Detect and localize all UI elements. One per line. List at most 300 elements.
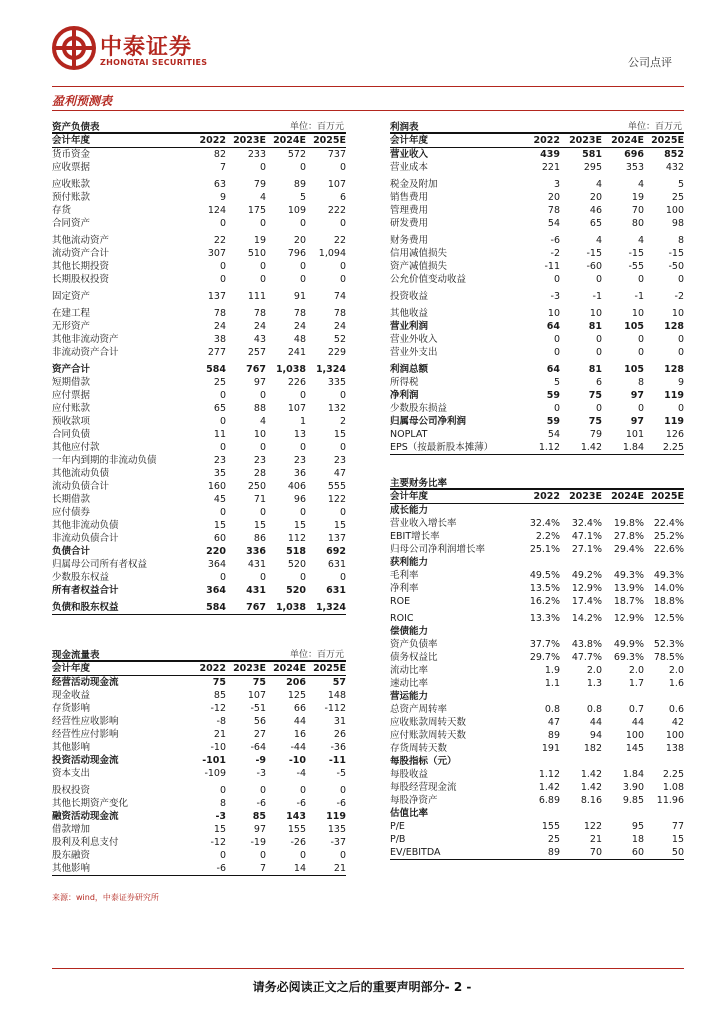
row-value bbox=[560, 807, 602, 820]
row-value: 6 bbox=[339, 192, 346, 203]
row-value: 20 bbox=[589, 192, 602, 203]
row-value: 69.3% bbox=[613, 652, 644, 663]
row-value: 44 bbox=[631, 717, 644, 728]
row-value: 10 bbox=[631, 308, 644, 319]
row-value: 518 bbox=[286, 546, 306, 557]
row-value: 49.2% bbox=[571, 570, 602, 581]
row-value: 82 bbox=[213, 149, 226, 160]
column-header: 2024E bbox=[273, 663, 306, 674]
row-label: 每股收益 bbox=[390, 769, 429, 780]
table-row bbox=[52, 454, 346, 467]
row-value: 155 bbox=[541, 821, 560, 832]
row-value: 97 bbox=[253, 377, 266, 388]
row-label: 股权投资 bbox=[52, 785, 91, 796]
row-value: 20 bbox=[293, 235, 306, 246]
row-value: 0 bbox=[299, 261, 306, 272]
table-row bbox=[390, 794, 684, 807]
row-value bbox=[602, 755, 644, 768]
column-header: 2024E bbox=[273, 135, 306, 146]
row-value: 138 bbox=[665, 743, 684, 754]
row-value: 60 bbox=[213, 533, 226, 544]
row-value bbox=[644, 690, 684, 703]
table-row bbox=[52, 741, 346, 754]
row-label: 每股指标（元） bbox=[390, 756, 457, 767]
row-value: 431 bbox=[246, 585, 266, 596]
row-value: 12.9% bbox=[571, 583, 602, 594]
table-row bbox=[52, 545, 346, 558]
table-row bbox=[52, 797, 346, 810]
row-value: -5 bbox=[336, 768, 346, 779]
row-value: 0 bbox=[299, 162, 306, 173]
table-caption bbox=[52, 646, 346, 662]
row-value: 52.3% bbox=[653, 639, 684, 650]
row-value: 0 bbox=[339, 442, 346, 453]
row-value: 2.25 bbox=[662, 769, 684, 780]
row-value: 0 bbox=[677, 274, 684, 285]
table-row bbox=[52, 836, 346, 849]
table-row bbox=[390, 569, 684, 582]
row-value: 0 bbox=[259, 507, 266, 518]
row-value: 100 bbox=[665, 730, 684, 741]
table-row bbox=[52, 689, 346, 702]
row-value: 520 bbox=[287, 559, 306, 570]
row-value: 24 bbox=[333, 321, 346, 332]
row-value: 60 bbox=[631, 847, 644, 858]
row-value: 32.4% bbox=[571, 518, 602, 529]
row-value: 24 bbox=[253, 321, 266, 332]
row-value: -6 bbox=[216, 863, 226, 874]
column-header: 2025E bbox=[313, 135, 346, 146]
row-value bbox=[644, 755, 684, 768]
table-row bbox=[390, 363, 684, 376]
table-row bbox=[390, 290, 684, 303]
row-value: 8.16 bbox=[580, 795, 602, 806]
table-row bbox=[390, 260, 684, 273]
table-row bbox=[390, 755, 684, 768]
row-value: 86 bbox=[253, 533, 266, 544]
row-label: 资产负债率 bbox=[390, 639, 438, 650]
row-value: 59 bbox=[546, 416, 560, 427]
row-label: 每股净资产 bbox=[390, 795, 438, 806]
row-value: 128 bbox=[664, 364, 684, 375]
row-value: 307 bbox=[207, 248, 226, 259]
row-value: 1,038 bbox=[275, 602, 306, 613]
row-label: 所有者权益合计 bbox=[52, 585, 119, 596]
table-row bbox=[390, 320, 684, 333]
table-header-row bbox=[390, 134, 684, 148]
row-value: 81 bbox=[588, 364, 602, 375]
row-value: 0 bbox=[259, 390, 266, 401]
row-value: -44 bbox=[290, 742, 306, 753]
row-value: 0 bbox=[259, 162, 266, 173]
row-label: 流动资产合计 bbox=[52, 248, 110, 259]
table-row bbox=[390, 768, 684, 781]
column-header: 2025E bbox=[313, 663, 346, 674]
table-row bbox=[52, 178, 346, 191]
table-row bbox=[52, 307, 346, 320]
row-value: 439 bbox=[540, 149, 560, 160]
row-value: 4 bbox=[595, 235, 602, 246]
table-row bbox=[52, 234, 346, 247]
column-header: 2025E bbox=[651, 135, 684, 146]
row-label: 借款增加 bbox=[52, 824, 91, 835]
row-value: 510 bbox=[247, 248, 266, 259]
row-value: 0 bbox=[637, 347, 644, 358]
row-value: 29.7% bbox=[529, 652, 560, 663]
row-value: 7 bbox=[259, 863, 266, 874]
row-value: 0.7 bbox=[628, 704, 644, 715]
row-value: 0 bbox=[219, 261, 226, 272]
row-value: 78 bbox=[293, 308, 306, 319]
row-value: 29.4% bbox=[613, 544, 644, 555]
row-value: 584 bbox=[206, 364, 226, 375]
row-value: 0 bbox=[553, 347, 560, 358]
row-value: 15 bbox=[671, 834, 684, 845]
table-header-row bbox=[52, 662, 346, 676]
table-row bbox=[52, 480, 346, 493]
row-label: EV/EBITDA bbox=[390, 847, 441, 858]
row-value: 19.8% bbox=[613, 518, 644, 529]
row-value bbox=[602, 556, 644, 569]
table-row bbox=[52, 148, 346, 161]
table-row bbox=[52, 217, 346, 230]
row-value: 63 bbox=[213, 179, 226, 190]
row-value: 21 bbox=[333, 863, 346, 874]
row-value: 0.8 bbox=[586, 704, 602, 715]
row-value: 0 bbox=[299, 785, 306, 796]
row-label: 合同资产 bbox=[52, 218, 91, 229]
row-label: 归属母公司所有者权益 bbox=[52, 559, 148, 570]
row-value: 25 bbox=[213, 377, 226, 388]
row-value: 1,324 bbox=[315, 602, 346, 613]
row-value: 119 bbox=[664, 390, 684, 401]
row-label: 负债合计 bbox=[52, 546, 91, 557]
table-row bbox=[390, 556, 684, 569]
row-value: 137 bbox=[207, 291, 226, 302]
row-label: 获利能力 bbox=[390, 557, 429, 568]
column-header: 2023E bbox=[569, 491, 602, 502]
row-value: 3 bbox=[553, 179, 560, 190]
row-value: 2.0 bbox=[668, 665, 684, 676]
row-value: 353 bbox=[625, 162, 644, 173]
row-value: 66 bbox=[293, 703, 306, 714]
row-value: 12.5% bbox=[653, 613, 684, 624]
row-value: 49.9% bbox=[613, 639, 644, 650]
row-value: 75 bbox=[588, 390, 602, 401]
row-value: 221 bbox=[541, 162, 560, 173]
table-unit: 单位：百万元 bbox=[289, 122, 344, 132]
table-row bbox=[52, 402, 346, 415]
row-label: 应收票据 bbox=[52, 162, 91, 173]
row-value: 78 bbox=[253, 308, 266, 319]
row-value: 89 bbox=[547, 847, 560, 858]
row-value: 47 bbox=[333, 468, 346, 479]
row-label: 无形资产 bbox=[52, 321, 91, 332]
table-header-row bbox=[52, 134, 346, 148]
row-value: 78.5% bbox=[653, 652, 684, 663]
row-value: -101 bbox=[202, 755, 226, 766]
table-row bbox=[52, 601, 346, 615]
row-value: 0 bbox=[259, 442, 266, 453]
row-value bbox=[644, 807, 684, 820]
column-header: 会计年度 bbox=[390, 135, 429, 146]
row-value: 89 bbox=[547, 730, 560, 741]
row-value: 0 bbox=[595, 274, 602, 285]
table-row bbox=[52, 754, 346, 767]
table-row bbox=[52, 676, 346, 689]
row-label: 股利及利息支付 bbox=[52, 837, 119, 848]
row-value: 13.5% bbox=[529, 583, 560, 594]
row-value: 631 bbox=[326, 585, 346, 596]
table-row bbox=[52, 571, 346, 584]
row-value: 54 bbox=[547, 218, 560, 229]
row-value: 43.8% bbox=[571, 639, 602, 650]
row-value: -60 bbox=[586, 261, 602, 272]
row-value: 15 bbox=[333, 429, 346, 440]
row-value: 94 bbox=[589, 730, 602, 741]
row-value: 27 bbox=[253, 729, 266, 740]
row-value: 24 bbox=[213, 321, 226, 332]
row-label: 投资活动现金流 bbox=[52, 755, 119, 766]
row-value: 78 bbox=[213, 308, 226, 319]
row-value: 15 bbox=[213, 824, 226, 835]
row-label: 营业成本 bbox=[390, 162, 429, 173]
row-value: 16.2% bbox=[529, 596, 560, 607]
row-label: EBIT增长率 bbox=[390, 531, 440, 542]
column-header: 2023E bbox=[233, 663, 266, 674]
row-label: 偿债能力 bbox=[390, 626, 429, 637]
row-value: -15 bbox=[668, 248, 684, 259]
row-value: 19 bbox=[631, 192, 644, 203]
row-label: 融资活动现金流 bbox=[52, 811, 119, 822]
row-label: ROE bbox=[390, 596, 411, 607]
row-value: 18 bbox=[631, 834, 644, 845]
row-value: 295 bbox=[583, 162, 602, 173]
row-label: 其他影响 bbox=[52, 742, 91, 753]
column-header: 会计年度 bbox=[52, 663, 91, 674]
row-value: 101 bbox=[625, 429, 644, 440]
row-value: 122 bbox=[583, 821, 602, 832]
row-value: 15 bbox=[293, 520, 306, 531]
row-label: 总资产周转率 bbox=[390, 704, 448, 715]
key-ratios-table bbox=[390, 474, 684, 860]
column-header: 2022 bbox=[533, 491, 560, 502]
row-value: -11 bbox=[544, 261, 560, 272]
table-row bbox=[390, 402, 684, 415]
row-value: 0 bbox=[299, 390, 306, 401]
row-value: 737 bbox=[327, 149, 346, 160]
row-label: 投资收益 bbox=[390, 291, 429, 302]
row-value: 21 bbox=[589, 834, 602, 845]
row-value: 406 bbox=[287, 481, 306, 492]
row-label: 经营活动现金流 bbox=[52, 677, 119, 688]
row-value: 8 bbox=[677, 235, 684, 246]
table-row bbox=[52, 702, 346, 715]
row-value: 431 bbox=[247, 559, 266, 570]
row-value: 584 bbox=[206, 602, 226, 613]
row-value: 111 bbox=[247, 291, 266, 302]
row-value: 4 bbox=[637, 179, 644, 190]
row-label: 长期借款 bbox=[52, 494, 91, 505]
row-value bbox=[602, 807, 644, 820]
row-value: 0 bbox=[677, 347, 684, 358]
table-row bbox=[390, 703, 684, 716]
row-value bbox=[520, 690, 560, 703]
table-row bbox=[390, 307, 684, 320]
row-value: 241 bbox=[287, 347, 306, 358]
row-value: 1,324 bbox=[315, 364, 346, 375]
row-value: 9 bbox=[677, 377, 684, 388]
row-value: 105 bbox=[624, 364, 644, 375]
row-value: 0 bbox=[259, 218, 266, 229]
row-value: 631 bbox=[327, 559, 346, 570]
row-label: 应付债券 bbox=[52, 507, 91, 518]
balance-sheet-table bbox=[52, 118, 346, 615]
row-value: 47.7% bbox=[571, 652, 602, 663]
row-label: 其他应付款 bbox=[52, 442, 100, 453]
row-value: 1.12 bbox=[538, 769, 560, 780]
row-value: 767 bbox=[246, 602, 266, 613]
table-row bbox=[52, 784, 346, 797]
row-value: 572 bbox=[287, 149, 306, 160]
table-row bbox=[52, 767, 346, 780]
row-value: -15 bbox=[628, 248, 644, 259]
table-row bbox=[390, 690, 684, 703]
row-label: 其他长期资产变化 bbox=[52, 798, 129, 809]
row-value: 97 bbox=[630, 416, 644, 427]
row-value: 2.2% bbox=[535, 531, 560, 542]
table-row bbox=[52, 493, 346, 506]
row-value: 182 bbox=[583, 743, 602, 754]
brand-name-en: ZHONGTAI SECURITIES bbox=[100, 58, 208, 67]
row-value: 27.8% bbox=[613, 531, 644, 542]
row-value: 38 bbox=[213, 334, 226, 345]
table-row bbox=[390, 638, 684, 651]
row-label: 经营性应收影响 bbox=[52, 716, 119, 727]
page-header bbox=[0, 0, 724, 88]
row-value: 1.42 bbox=[580, 769, 602, 780]
row-value: 0 bbox=[299, 218, 306, 229]
row-label: EPS（按最新股本摊薄） bbox=[390, 442, 494, 453]
row-value: 257 bbox=[247, 347, 266, 358]
row-value: -6 bbox=[296, 798, 306, 809]
row-label: 利润总额 bbox=[390, 364, 429, 375]
table-row bbox=[52, 290, 346, 303]
row-label: 股东融资 bbox=[52, 850, 91, 861]
row-value: 119 bbox=[664, 416, 684, 427]
table-row bbox=[390, 415, 684, 428]
row-value: 65 bbox=[589, 218, 602, 229]
row-value: 46 bbox=[589, 205, 602, 216]
table-row bbox=[52, 728, 346, 741]
row-label: 税金及附加 bbox=[390, 179, 438, 190]
table-row bbox=[390, 148, 684, 161]
row-label: 应付票据 bbox=[52, 390, 91, 401]
row-value: 56 bbox=[253, 716, 266, 727]
row-value: 191 bbox=[541, 743, 560, 754]
row-value: 107 bbox=[287, 403, 306, 414]
row-value: -3 bbox=[256, 768, 266, 779]
table-row bbox=[52, 273, 346, 286]
row-value: 364 bbox=[206, 585, 226, 596]
row-value: 28 bbox=[253, 468, 266, 479]
table-caption bbox=[390, 474, 684, 490]
row-value: 0 bbox=[219, 274, 226, 285]
row-value: 78 bbox=[333, 308, 346, 319]
table-row bbox=[52, 558, 346, 571]
row-label: 其他流动资产 bbox=[52, 235, 110, 246]
column-header: 会计年度 bbox=[390, 491, 429, 502]
column-header: 2022 bbox=[199, 663, 226, 674]
table-row bbox=[390, 716, 684, 729]
row-label: 一年内到期的非流动负债 bbox=[52, 455, 157, 466]
table-row bbox=[390, 389, 684, 402]
row-value: 0 bbox=[339, 218, 346, 229]
row-value: 47.1% bbox=[571, 531, 602, 542]
row-value: 15 bbox=[333, 520, 346, 531]
table-row bbox=[390, 273, 684, 286]
row-value: 2 bbox=[339, 416, 346, 427]
row-value: 4 bbox=[259, 192, 266, 203]
row-value: 44 bbox=[293, 716, 306, 727]
row-value: 79 bbox=[589, 429, 602, 440]
row-label: 长期股权投资 bbox=[52, 274, 110, 285]
row-value: 80 bbox=[631, 218, 644, 229]
zhongtai-logo-icon bbox=[52, 26, 96, 70]
row-value bbox=[644, 556, 684, 569]
row-value: -112 bbox=[324, 703, 346, 714]
row-value: 77 bbox=[671, 821, 684, 832]
row-value: 70 bbox=[589, 847, 602, 858]
row-value: 1.6 bbox=[668, 678, 684, 689]
row-value: 8 bbox=[219, 798, 226, 809]
row-value: 22 bbox=[333, 235, 346, 246]
row-label: 营业利润 bbox=[390, 321, 429, 332]
row-value bbox=[602, 690, 644, 703]
row-value: 64 bbox=[546, 364, 560, 375]
row-value bbox=[602, 504, 644, 517]
table-row bbox=[52, 506, 346, 519]
row-value: 31 bbox=[333, 716, 346, 727]
row-value: 26 bbox=[333, 729, 346, 740]
row-value: 13.3% bbox=[529, 613, 560, 624]
row-value: 1.42 bbox=[538, 782, 560, 793]
row-value: 97 bbox=[253, 824, 266, 835]
row-label: 非流动资产合计 bbox=[52, 347, 119, 358]
row-value: -109 bbox=[204, 768, 226, 779]
row-value: -6 bbox=[256, 798, 266, 809]
row-value: 109 bbox=[287, 205, 306, 216]
row-value: 18.8% bbox=[653, 596, 684, 607]
row-value: 4 bbox=[637, 235, 644, 246]
row-label: 公允价值变动收益 bbox=[390, 274, 467, 285]
row-label: 存货周转天数 bbox=[390, 743, 448, 754]
row-value: 145 bbox=[625, 743, 644, 754]
table-row bbox=[390, 217, 684, 230]
row-value: 8 bbox=[637, 377, 644, 388]
row-value: 9 bbox=[219, 192, 226, 203]
table-row bbox=[390, 846, 684, 860]
row-value bbox=[560, 755, 602, 768]
row-value: 229 bbox=[327, 347, 346, 358]
table-row bbox=[52, 363, 346, 376]
table-row bbox=[390, 441, 684, 455]
row-value: 175 bbox=[247, 205, 266, 216]
row-label: 净利润 bbox=[390, 390, 419, 401]
row-value: 75 bbox=[588, 416, 602, 427]
table-title: 资产负债表 bbox=[52, 122, 100, 133]
row-value: 1,038 bbox=[275, 364, 306, 375]
